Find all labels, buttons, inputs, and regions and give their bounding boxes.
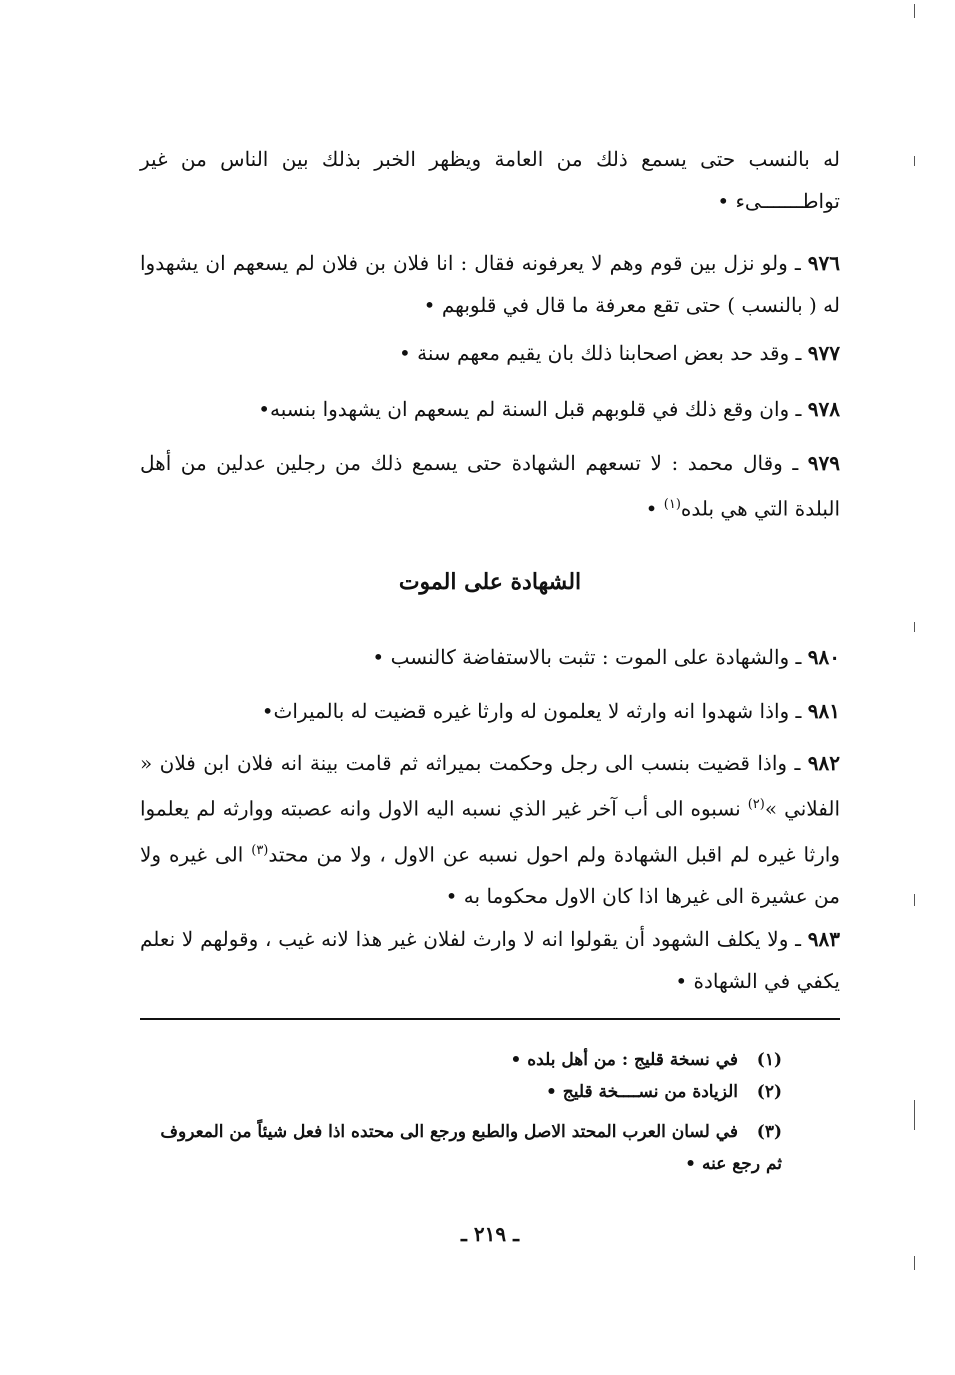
paragraph-981: ٩٨١ ـ واذا شهدوا انه وارثه لا يعلمون له وارثا غيره قضيت له بالميراث• bbox=[261, 699, 840, 723]
paragraph-979: ٩٧٩ ـ وقال محمد : لا تسعهم الشهادة حتى يسمع ذلك من رجلين عدلين من أهل البلدة التي هي بلده$^{(١)}$ • bbox=[140, 451, 841, 521]
scan-edge-mark bbox=[914, 1100, 915, 1130]
paragraph-975-continuation: له بالنسب حتى يسمع ذلك من العامة ويظهر الخبر بذلك بين الناس من غير تواطـــــــىء • bbox=[140, 147, 840, 213]
footnote-ref-1: (١) bbox=[663, 497, 681, 512]
footnote-2: (٢)الزيادة من نســــخة قليج • bbox=[140, 1076, 840, 1108]
footnote-number: (٣) bbox=[756, 1122, 782, 1142]
footnote-1: (١)في نسخة قليج : من أهل بلده • bbox=[140, 1044, 840, 1076]
paragraph-978: ٩٧٨ ـ وان وقع ذلك في قلوبهم قبل السنة لم يسعهم ان يشهدوا بنسبه• bbox=[258, 397, 840, 421]
footnote-divider bbox=[140, 1018, 840, 1020]
footnote-ref-3: (٣) bbox=[251, 842, 269, 858]
paragraph-number: ٩٨٢ bbox=[807, 751, 840, 775]
paragraph-982: ٩٨٢ ـ واذا قضيت بنسب الى رجل وحكمت بميراثه ثم قامت بينة انه فلان ابن فلان « الفلاني »$^{(٢)}$ نسبوه الى أب آخر غير الذي نسبه اليه الاول وانه عصبته ووارثه لم يعلموا وارثا غيره لم اقبل الشهادة ولم احول نسبه عن الاول ، ولا من محتد$^{(٣)}$ الى غيره ولا من عشيرة الى غيرها اذا كان الاول محكوما به • bbox=[140, 751, 841, 909]
scan-edge-mark bbox=[914, 622, 915, 632]
footnote-number: (١) bbox=[756, 1050, 782, 1070]
paragraph-number: ٩٧٦ bbox=[807, 251, 841, 275]
paragraph-number: ٩٨١ bbox=[807, 699, 840, 723]
paragraph-number: ٩٧٧ bbox=[807, 341, 840, 365]
paragraph-number: ٩٧٨ bbox=[807, 397, 840, 421]
footnote-ref-2: (٢) bbox=[747, 797, 765, 812]
scan-edge-mark bbox=[914, 894, 915, 906]
paragraph-977: ٩٧٧ ـ وقد حد بعض اصحابنا ذلك بان يقيم معهم سنة • bbox=[399, 341, 840, 365]
footnote-3: (٣)في لسان العرب المحتد الاصل والطبع ورجع الى محتده اذا فعل شيئاً من المعروف ثم رجع عنه • bbox=[140, 1116, 840, 1180]
paragraph-976: ٩٧٦ ـ ولو نزل بين قوم وهم لا يعرفونه فقال : انا فلان بن فلان لم يسعهم ان يشهدوا له ( بالنسب ) حتى تقع معرفة ما قال في قلوبهم • bbox=[140, 251, 841, 317]
scan-edge-mark bbox=[914, 1256, 915, 1270]
paragraph-number: ٩٨٣ bbox=[807, 927, 840, 951]
scan-edge-mark bbox=[914, 156, 915, 166]
footnote-number: (٢) bbox=[756, 1082, 782, 1102]
paragraph-983: ٩٨٣ ـ ولا يكلف الشهود أن يقولوا انه لا وارث لفلان غير هذا لانه غيب ، وقولهم لا نعلم يكفي في الشهادة • bbox=[140, 927, 840, 993]
paragraph-number: ٩٧٩ bbox=[807, 451, 841, 475]
paragraph-number: ٩٨٠ bbox=[807, 645, 840, 669]
paragraph-980: ٩٨٠ ـ والشهادة على الموت : تثبت بالاستفاضة كالنسب • bbox=[372, 645, 840, 669]
scan-edge-mark bbox=[914, 4, 915, 18]
section-heading: الشهادة على الموت bbox=[398, 569, 582, 595]
page-number: ـ ٢١٩ ـ bbox=[461, 1222, 519, 1246]
